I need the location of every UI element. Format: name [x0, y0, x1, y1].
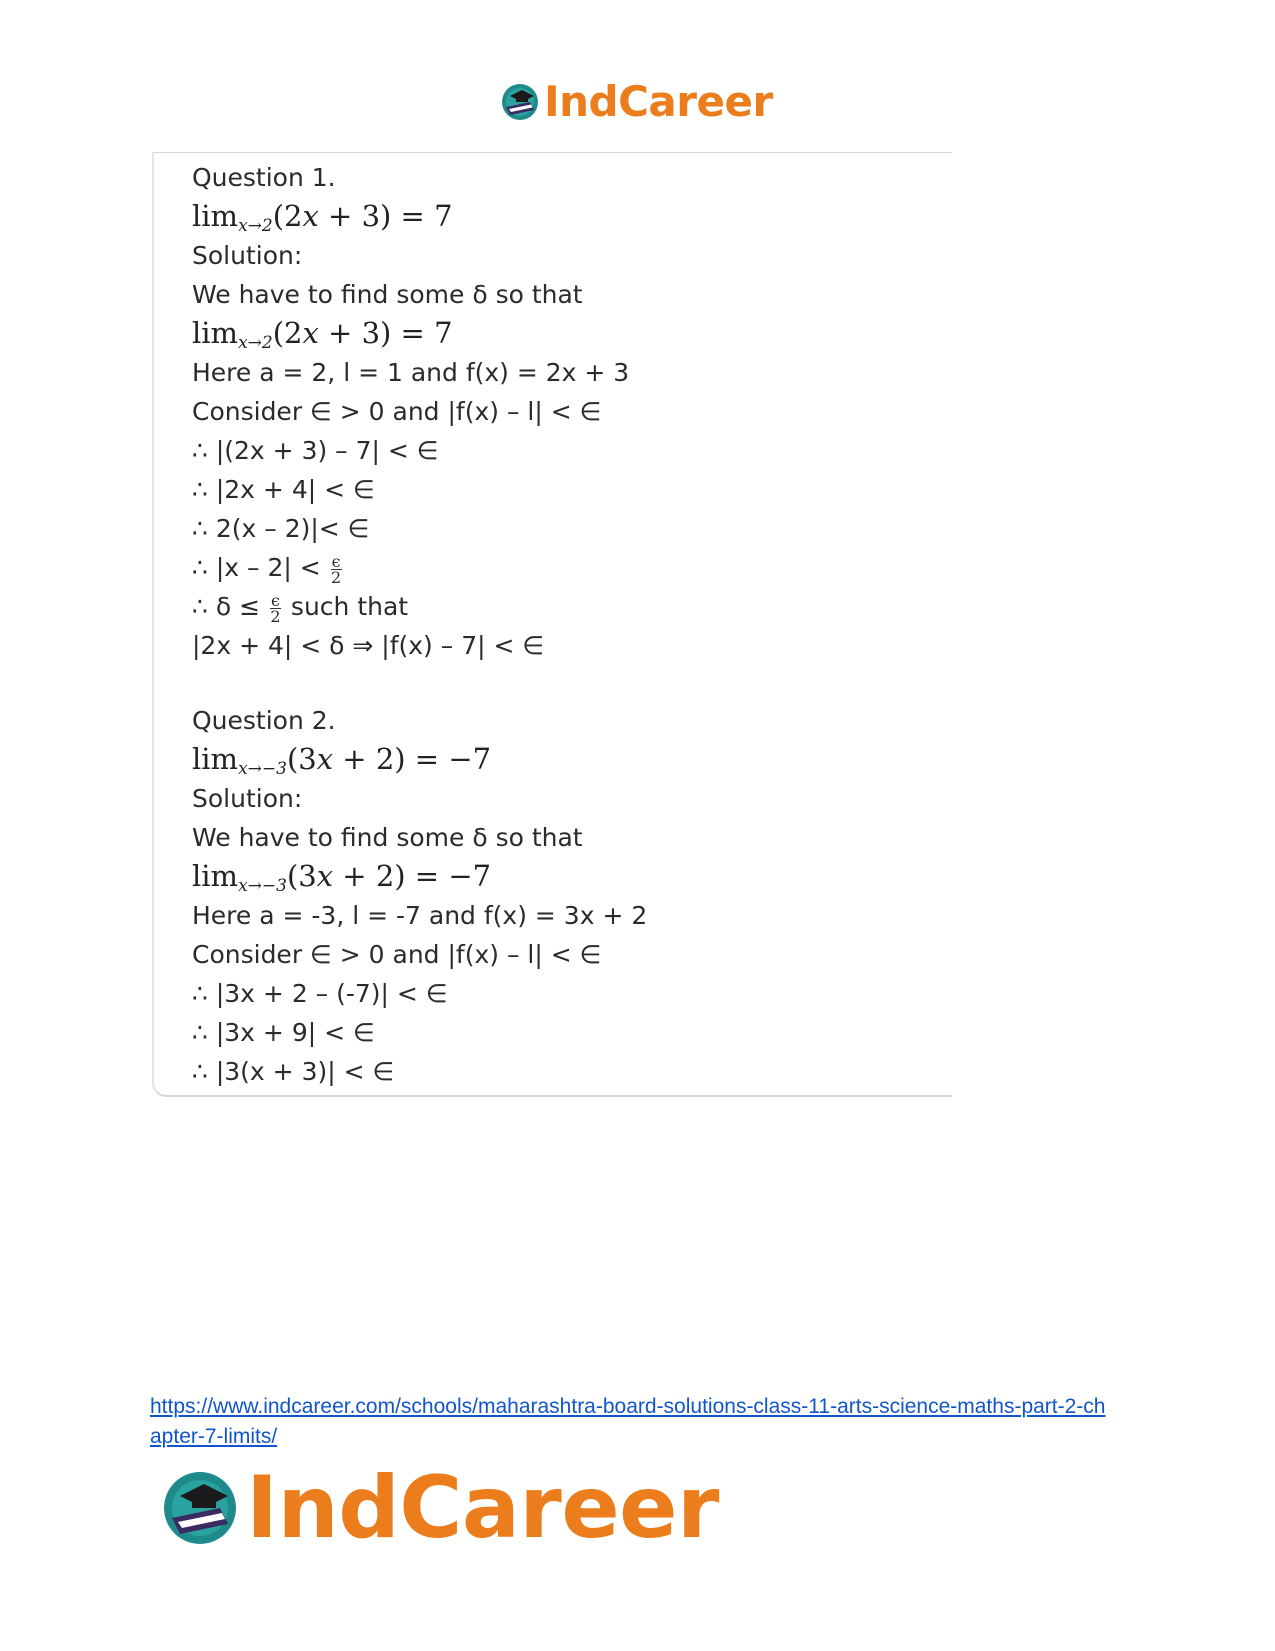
- q2-limit-formula-repeat: $\lim_{x\to-3}(3x + 2) = -7$: [192, 859, 492, 896]
- q1-limit-formula: $\lim_{x\to 2}(2x + 3) = 7$: [192, 199, 453, 236]
- indcareer-logo-top: [500, 78, 773, 126]
- q2-step-3: ∴ |3(x + 3)| < ∈: [192, 1057, 395, 1086]
- epsilon-over-two-fraction: $\frac{\epsilon}{2}$: [331, 551, 342, 587]
- solution-content: [192, 158, 952, 1091]
- epsilon-over-two-fraction: $\frac{\epsilon}{2}$: [270, 590, 281, 626]
- q1-step-4-text: ∴ |x – 2| <: [192, 553, 321, 582]
- q2-step-2: ∴ |3x + 9| < ∈: [192, 1018, 375, 1047]
- source-url-link[interactable]: https://www.indcareer.com/schools/maharashtra-board-solutions-class-11-arts-science-maths-part-2-chapter-7-limits/: [150, 1395, 1106, 1448]
- q2-solution-label: Solution:: [192, 784, 303, 813]
- q1-limit-formula-repeat: $\lim_{x\to 2}(2x + 3) = 7$: [192, 316, 453, 353]
- q1-consider: Consider ∈ > 0 and |f(x) – l| < ∈: [192, 397, 602, 426]
- q1-step-1: ∴ |(2x + 3) – 7| < ∈: [192, 436, 439, 465]
- graduation-cap-book-icon: [160, 1468, 240, 1548]
- indcareer-logo-bottom: [160, 1460, 719, 1556]
- brand-name: IndCareer: [246, 1458, 719, 1558]
- q2-heading: Question 2.: [192, 706, 336, 735]
- q1-here: Here a = 2, l = 1 and f(x) = 2x + 3: [192, 358, 630, 387]
- q2-step-1: ∴ |3x + 2 – (-7)| < ∈: [192, 979, 448, 1008]
- q1-step-5: [192, 587, 952, 626]
- q1-intro: We have to find some δ so that: [192, 280, 583, 309]
- q2-intro: We have to find some δ so that: [192, 823, 583, 852]
- q1-step-5-text: ∴ δ ≤: [192, 592, 261, 621]
- graduation-cap-book-icon: [500, 82, 540, 122]
- q1-heading: Question 1.: [192, 163, 336, 192]
- q1-step-3: ∴ 2(x – 2)|< ∈: [192, 514, 370, 543]
- q2-consider: Consider ∈ > 0 and |f(x) – l| < ∈: [192, 940, 602, 969]
- q1-solution-label: Solution:: [192, 241, 303, 270]
- q2-limit-formula: $\lim_{x\to-3}(3x + 2) = -7$: [192, 742, 492, 779]
- q2-here: Here a = -3, l = -7 and f(x) = 3x + 2: [192, 901, 648, 930]
- q1-step-4: [192, 548, 952, 587]
- brand-name: IndCareer: [544, 77, 773, 126]
- q1-step-5-suffix: such that: [290, 592, 409, 621]
- q1-step-2: ∴ |2x + 4| < ∈: [192, 475, 375, 504]
- q1-step-6: |2x + 4| < δ ⇒ |f(x) – 7| < ∈: [192, 631, 545, 660]
